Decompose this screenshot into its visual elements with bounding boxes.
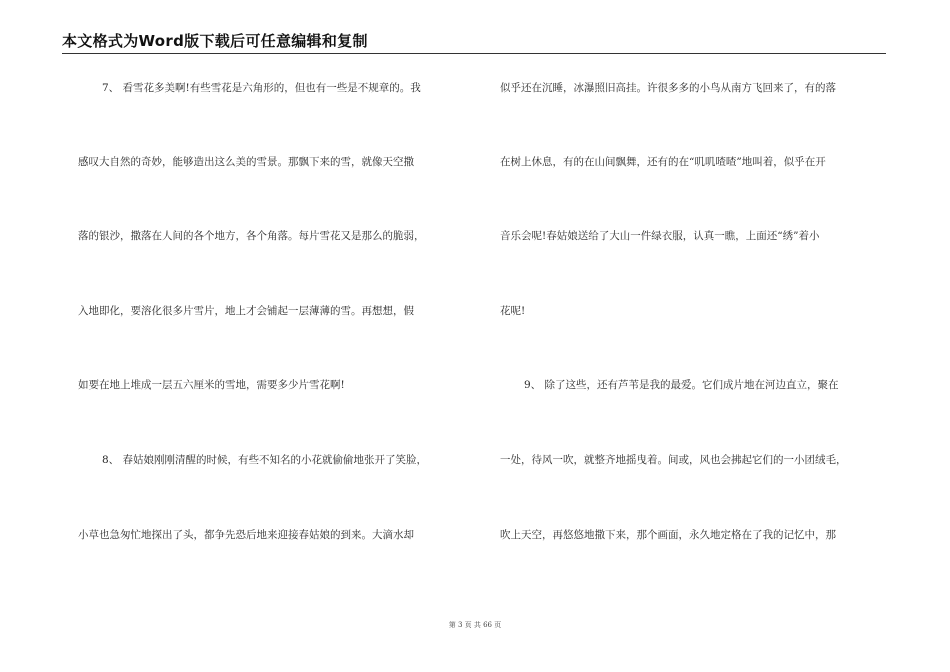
paragraph-8-line-1: 8、 春姑娘刚刚清醒的时候，有些不知名的小花就偷偷地张开了笑脸， xyxy=(102,454,428,466)
paragraph-7-line-3: 落的银沙，撒落在人间的各个地方，各个角落。每片雪花又是那么的脆弱， xyxy=(78,230,425,242)
paragraph-8-line-6: 花呢! xyxy=(500,305,526,317)
header-divider xyxy=(62,53,886,54)
document-header-title: 本文格式为Word版下载后可任意编辑和复制 xyxy=(62,32,368,50)
paragraph-9-line-1: 9、 除了这些，还有芦苇是我的最爱。它们成片地在河边直立，聚在 xyxy=(524,379,839,391)
page-number-footer: 第 3 页 共 66 页 xyxy=(448,621,502,629)
paragraph-7-line-2: 感叹大自然的奇妙，能够造出这么美的雪景。那飘下来的雪，就像天空撒 xyxy=(78,156,414,168)
paragraph-7-line-1: 7、 看雪花多美啊!有些雪花是六角形的，但也有一些是不规章的。我 xyxy=(102,82,421,94)
paragraph-7-line-4: 入地即化，要溶化很多片雪片，地上才会铺起一层薄薄的雪。再想想，假 xyxy=(78,305,414,317)
paragraph-9-line-3: 吹上天空，再悠悠地撒下来，那个画面，永久地定格在了我的记忆中，那 xyxy=(500,529,836,541)
paragraph-9-line-2: 一处，待风一吹，就整齐地摇曳着。间或，风也会拂起它们的一小团绒毛， xyxy=(500,454,847,466)
paragraph-8-line-5: 音乐会呢!春姑娘送给了大山一件绿衣服，认真一瞧，上面还“绣”着小 xyxy=(500,230,820,242)
paragraph-8-line-2: 小草也急匆忙地探出了头，都争先恐后地来迎接春姑娘的到来。大滴水却 xyxy=(78,529,414,541)
paragraph-8-line-4: 在树上休息，有的在山间飘舞，还有的在“叽叽喳喳”地叫着，似乎在开 xyxy=(500,156,826,168)
paragraph-7-line-5: 如要在地上堆成一层五六厘米的雪地，需要多少片雪花啊! xyxy=(78,379,345,391)
paragraph-8-line-3: 似乎还在沉睡，冰瀑照旧高挂。许很多多的小鸟从南方飞回来了，有的落 xyxy=(500,82,836,94)
